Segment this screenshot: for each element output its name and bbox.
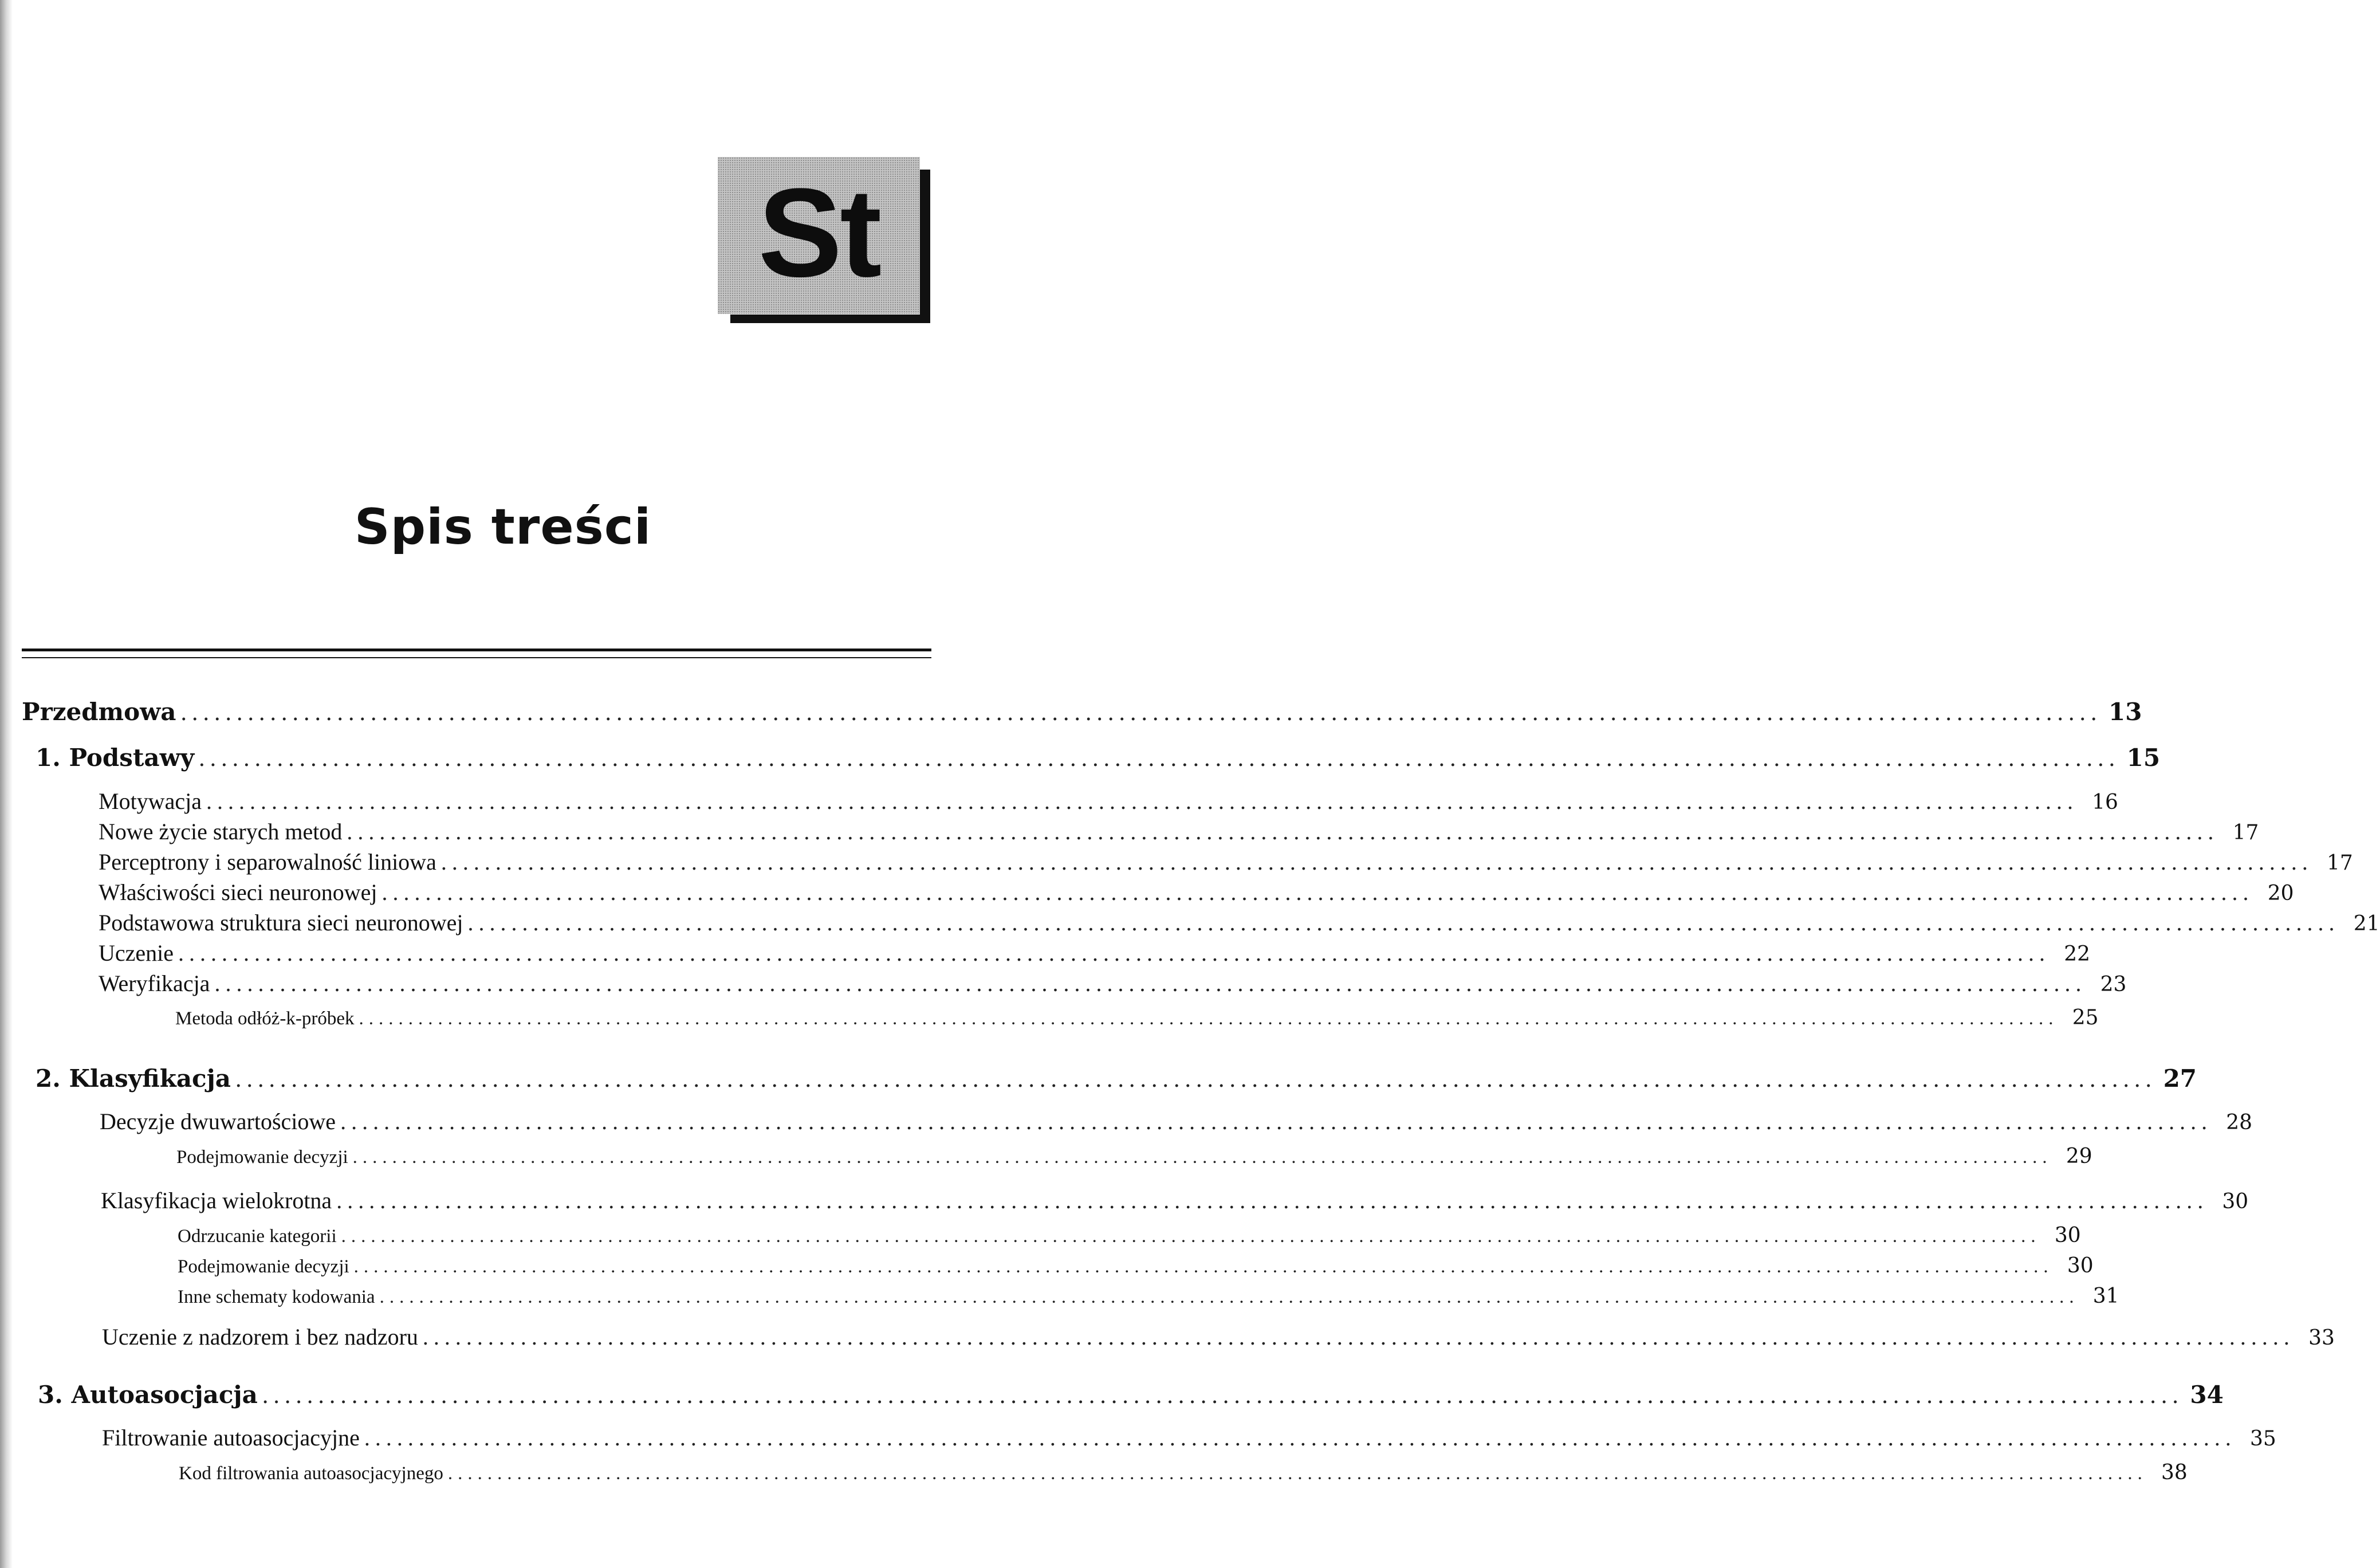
toc-leader-dots: ............................................................................................................................................................................ (381, 879, 2254, 905)
toc-leader-dots: ............................................................................................................................................................................ (206, 788, 2078, 814)
toc-entry-section (99, 909, 2380, 936)
toc-page-number: 21 (2353, 912, 2380, 936)
title-rule-thick (22, 649, 931, 651)
toc-page-number: 27 (2163, 1064, 2197, 1093)
toc-label: Decyzje dwuwartościowe (100, 1109, 336, 1134)
toc-leader-dots: ............................................................................................................................................................................ (341, 1226, 2041, 1247)
toc-label: Filtrowanie autoasocjacyjne (102, 1425, 360, 1451)
toc-label: Uczenie z nadzorem i bez nadzoru (102, 1324, 418, 1350)
toc-page-number: 33 (2308, 1326, 2335, 1350)
toc-page-number: 15 (2126, 744, 2161, 772)
toc-label: Perceptrony i separowalność liniowa (99, 849, 436, 875)
toc-label: Podejmowanie decyzji (176, 1147, 348, 1168)
toc-entry-section (102, 1424, 2276, 1451)
toc-label: Przedmowa (22, 698, 176, 726)
toc-leader-dots: ............................................................................................................................................................................ (178, 940, 2051, 966)
toc-label: Kod filtrowania autoasocjacyjnego (179, 1463, 443, 1484)
toc-leader-dots: ............................................................................................................................................................................ (440, 849, 2313, 875)
toc-page-number: 35 (2250, 1427, 2276, 1451)
toc-leader-dots: ............................................................................................................................................................................ (467, 910, 2340, 936)
toc-page-number: 25 (2072, 1006, 2099, 1029)
toc-leader-dots: ............................................................................................................................................................................ (422, 1324, 2295, 1350)
toc-label: Weryfikacja (99, 970, 210, 996)
title-rule-thin (22, 657, 931, 658)
toc-page-number: 16 (2092, 791, 2118, 814)
toc-page-number: 34 (2190, 1381, 2224, 1409)
toc-entry-subsection (178, 1254, 2094, 1278)
toc-entry-chapter-2 (36, 1064, 2197, 1093)
toc-leader-dots: ............................................................................................................................................................................ (336, 1188, 2209, 1213)
toc-label: Odrzucanie kategorii (178, 1226, 337, 1247)
toc-leader-dots: ............................................................................................................................................................................ (353, 1256, 2054, 1277)
scan-edge-shadow (0, 0, 13, 1568)
toc-entry-subsection (178, 1224, 2081, 1247)
toc-page-number: 17 (2327, 851, 2353, 875)
toc-page-number: 22 (2064, 942, 2091, 966)
toc-entry-subsection (175, 1006, 2099, 1029)
toc-entry-section (99, 940, 2091, 966)
toc-label: Nowe życie starych metod (99, 819, 343, 844)
toc-label: 1. Podstawy (36, 744, 195, 772)
toc-entry-section (99, 788, 2118, 815)
toc-leader-dots: ............................................................................................................................................................................ (379, 1287, 2079, 1307)
toc-leader-dots: ............................................................................................................................................................................ (364, 1425, 2236, 1451)
toc-entry-section (99, 879, 2294, 906)
toc-label: Właściwości sieci neuronowej (99, 879, 377, 905)
toc-label: Klasyfikacja wielokrotna (101, 1188, 332, 1213)
toc-label: Podstawowa struktura sieci neuronowej (99, 910, 463, 936)
toc-page-number: 30 (2054, 1224, 2081, 1247)
toc-label: 2. Klasyfikacja (36, 1064, 231, 1093)
chapter-badge-text: St (758, 162, 880, 303)
toc-page-number: 13 (2108, 698, 2142, 726)
toc-leader-dots: ............................................................................................................................................................................ (352, 1147, 2052, 1168)
page-title: Spis treści (354, 498, 652, 556)
toc-leader-dots: ............................................................................................................................................................................ (347, 819, 2219, 844)
toc-entry-section (99, 970, 2127, 997)
toc-page-number: 30 (2067, 1254, 2094, 1278)
toc-leader-dots: ............................................................................................................................................................................ (235, 1066, 2157, 1093)
toc-entry-section (99, 848, 2353, 875)
toc-entry-section (100, 1108, 2253, 1135)
toc-page-number: 17 (2232, 821, 2259, 844)
toc-page-number: 31 (2092, 1284, 2119, 1308)
toc-label: Metoda odłóż-k-próbek (175, 1008, 355, 1029)
toc-page-number: 38 (2161, 1461, 2188, 1484)
toc-entry-chapter-1 (36, 744, 2161, 772)
toc-page-number: 23 (2100, 973, 2127, 996)
toc-page-number: 28 (2226, 1111, 2253, 1134)
toc-label: Podejmowanie decyzji (178, 1256, 349, 1277)
chapter-badge-shadow-right (920, 170, 930, 323)
toc-entry-chapter-3 (38, 1381, 2224, 1409)
toc-leader-dots: ............................................................................................................................................................................ (340, 1109, 2213, 1134)
toc-entry-section (102, 1323, 2335, 1350)
toc-leader-dots: ............................................................................................................................................................................ (359, 1008, 2059, 1029)
toc-page-number: 30 (2222, 1190, 2249, 1213)
toc-entry-section (99, 818, 2259, 845)
toc-label: Uczenie (99, 940, 174, 966)
chapter-badge-shadow-bottom (730, 315, 930, 323)
toc-label: Inne schematy kodowania (178, 1287, 375, 1307)
toc-page-number: 29 (2066, 1145, 2092, 1168)
toc-entry-przedmowa (22, 698, 2142, 726)
toc-leader-dots: ............................................................................................................................................................................ (180, 699, 2102, 726)
toc-entry-subsection (176, 1145, 2092, 1168)
toc-entry-subsection (178, 1284, 2119, 1308)
toc-label: 3. Autoasocjacja (38, 1381, 258, 1409)
toc-leader-dots: ............................................................................................................................................................................ (199, 745, 2121, 772)
toc-leader-dots: ............................................................................................................................................................................ (214, 970, 2087, 996)
toc-leader-dots: ............................................................................................................................................................................ (262, 1382, 2184, 1409)
toc-entry-subsection (179, 1461, 2188, 1484)
toc-leader-dots: ............................................................................................................................................................................ (447, 1463, 2147, 1484)
toc-entry-section (101, 1187, 2249, 1214)
toc-page-number: 20 (2267, 882, 2294, 905)
toc-label: Motywacja (99, 788, 202, 814)
